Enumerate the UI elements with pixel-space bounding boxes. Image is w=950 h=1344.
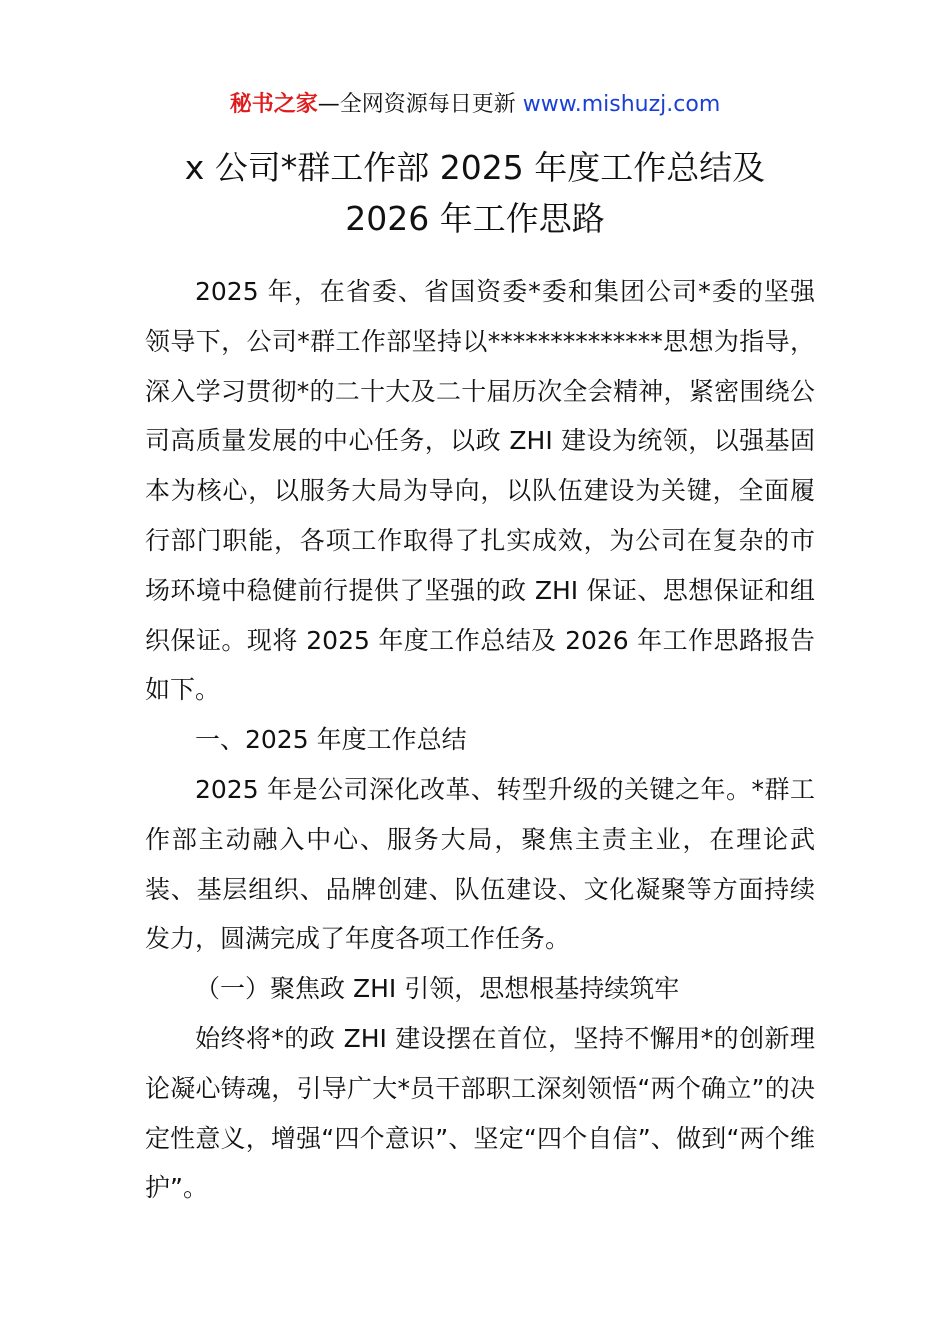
subsection-heading: （一）聚焦政 ZHI 引领，思想根基持续筑牢: [195, 974, 680, 1004]
brand-name: 秘书之家: [229, 92, 318, 117]
paragraph-section-summary: 2025 年是公司深化改革、转型升级的关键之年。*群工作部主动融入中心、服务大局，聚焦主责主业，在理论武装、基层组织、品牌创建、队伍建设、文化凝聚等方面持续发力，圆满完成了年度各项工作任务。: [145, 774, 815, 954]
document-body: [145, 267, 815, 1213]
banner-slogan: —全网资源每日更新: [317, 92, 523, 117]
section-heading: 一、2025 年度工作总结: [195, 725, 467, 755]
header-banner: [0, 88, 950, 122]
title-line-2: 2026 年工作思路: [345, 199, 605, 238]
paragraph-intro: 2025 年，在省委、省国资委*委和集团公司*委的坚强领导下，公司*群工作部坚持以**************思想为指导，深入学习贯彻*的二十大及二十届历次全会精神，紧密围绕公司高质量发展的中心任务，以政 ZHI 建设为统领，以强基固本为核心，以服务大局为导向，以队伍建设为关键，全面履行部门职能，各项工作取得了扎实成效，为公司在复杂的市场环境中稳健前行提供了坚强的政 ZHI 保证、思想保证和组织保证。现将 2025 年度工作总结及 2026 年工作思路报告如下。: [145, 277, 815, 705]
paragraph-subsection: 始终将*的政 ZHI 建设摆在首位，坚持不懈用*的创新理论凝心铸魂，引导广大*员干部职工深刻领悟“两个确立”的决定性意义，增强“四个意识”、坚定“四个自信”、做到“两个维护”。: [145, 1023, 815, 1203]
banner-url-link[interactable]: www.mishuzj.com: [522, 92, 721, 117]
document-title: [0, 142, 950, 244]
title-line-1: x 公司*群工作部 2025 年度工作总结及: [184, 148, 766, 187]
